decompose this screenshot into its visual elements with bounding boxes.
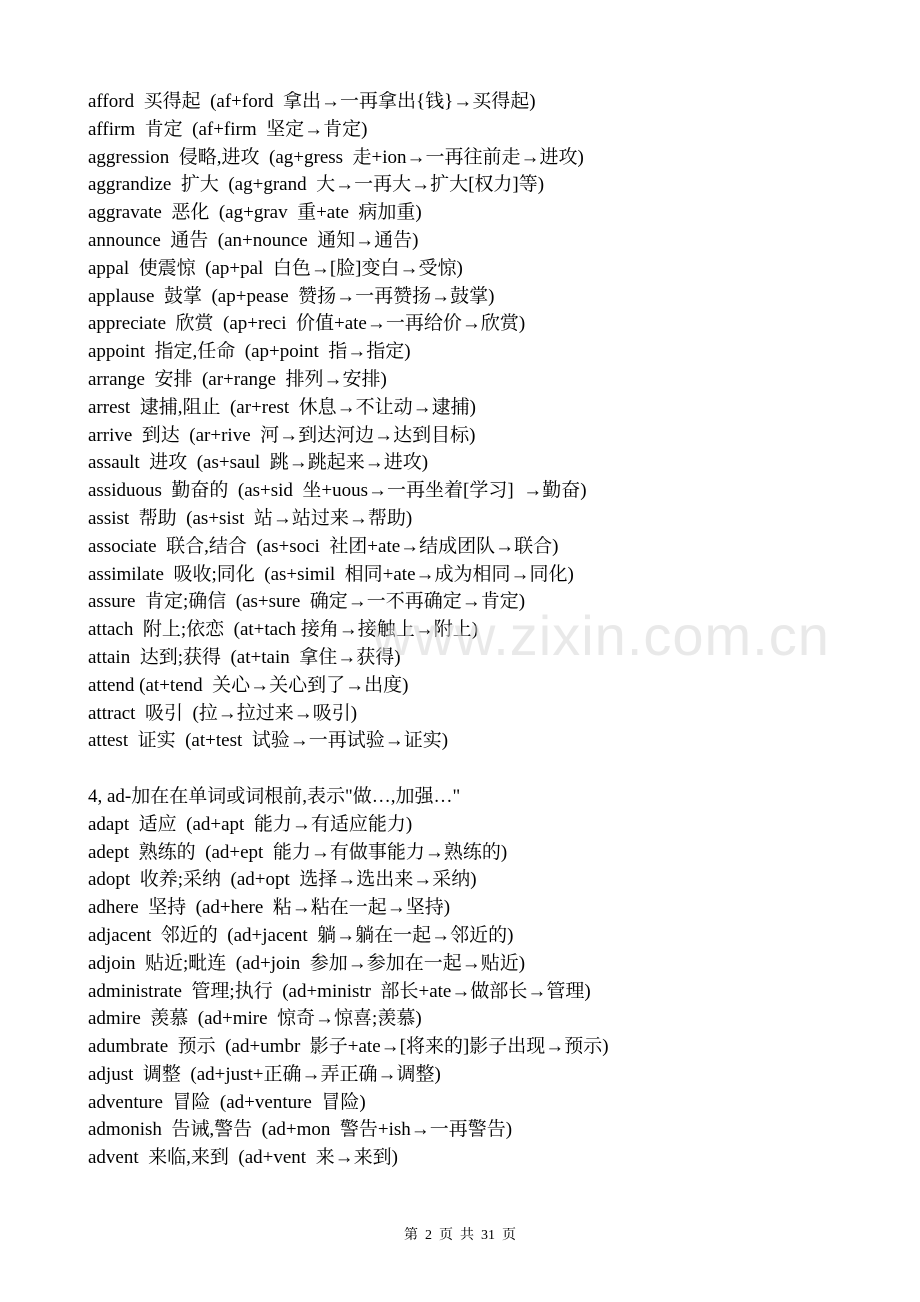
vocab-entry: arrive 到达 (ar+rive 河→到达河边→达到目标) bbox=[88, 424, 476, 446]
vocab-entry: attach 附上;依恋 (at+tach 接角→接触上→附上) bbox=[88, 619, 479, 641]
vocab-entry: adopt 收养;采纳 (ad+opt 选择→选出来→采纳) bbox=[88, 869, 477, 891]
vocab-entry: administrate 管理;执行 (ad+ministr 部长+ate→做部长→管理) bbox=[88, 980, 591, 1002]
vocab-entry: attract 吸引 (拉→拉过来→吸引) bbox=[88, 702, 358, 724]
paragraph-gap bbox=[88, 755, 888, 783]
vocab-entry: aggression 侵略,进攻 (ag+gress 走+ion→一再往前走→进攻) bbox=[88, 146, 584, 168]
vocab-entry: adept 熟练的 (ad+ept 能力→有做事能力→熟练的) bbox=[88, 841, 508, 863]
vocab-entry: associate 联合,结合 (as+soci 社团+ate→结成团队→联合) bbox=[88, 535, 559, 557]
vocab-entry: adapt 适应 (ad+apt 能力→有适应能力) bbox=[88, 813, 413, 835]
entry-list-ad bbox=[88, 811, 888, 1172]
section-heading: 4, ad-加在在单词或词根前,表示"做…,加强…" bbox=[88, 785, 461, 807]
vocab-entry: assure 肯定;确信 (as+sure 确定→一不再确定→肯定) bbox=[88, 591, 526, 613]
vocab-entry: advent 来临,来到 (ad+vent 来→来到) bbox=[88, 1147, 398, 1169]
vocab-entry: adjacent 邻近的 (ad+jacent 躺→躺在一起→邻近的) bbox=[88, 924, 514, 946]
watermark: www.zixin.com.cn bbox=[372, 604, 830, 667]
vocab-entry: applause 鼓掌 (ap+pease 赞扬→一再赞扬→鼓掌) bbox=[88, 285, 495, 307]
vocab-entry: assiduous 勤奋的 (as+sid 坐+uous→一再坐着[学习] →勤奋) bbox=[88, 480, 587, 502]
vocab-entry: adumbrate 预示 (ad+umbr 影子+ate→[将来的]影子出现→预示) bbox=[88, 1036, 609, 1058]
vocab-entry: attain 达到;获得 (at+tain 拿住→获得) bbox=[88, 646, 401, 668]
vocab-entry: arrange 安排 (ar+range 排列→安排) bbox=[88, 368, 387, 390]
vocab-entry: appal 使震惊 (ap+pal 白色→[脸]变白→受惊) bbox=[88, 257, 463, 279]
vocab-entry: attend (at+tend 关心→关心到了→出度) bbox=[88, 674, 409, 696]
vocab-entry: aggravate 恶化 (ag+grav 重+ate 病加重) bbox=[88, 202, 422, 224]
vocab-entry: adhere 坚持 (ad+here 粘→粘在一起→坚持) bbox=[88, 897, 451, 919]
vocab-entry: adjust 调整 (ad+just+正确→弄正确→调整) bbox=[88, 1063, 441, 1085]
vocab-entry: arrest 逮捕,阻止 (ar+rest 休息→不让动→逮捕) bbox=[88, 396, 477, 418]
vocab-entry: afford 买得起 (af+ford 拿出→一再拿出{钱}→买得起) bbox=[88, 91, 536, 112]
vocab-entry: announce 通告 (an+nounce 通知→通告) bbox=[88, 229, 419, 251]
vocab-entry: assault 进攻 (as+saul 跳→跳起来→进攻) bbox=[88, 452, 429, 474]
vocab-entry: appreciate 欣赏 (ap+reci 价值+ate→一再给价→欣赏) bbox=[88, 313, 526, 335]
vocab-entry: adventure 冒险 (ad+venture 冒险) bbox=[88, 1091, 366, 1113]
vocab-entry: aggrandize 扩大 (ag+grand 大→一再大→扩大[权力]等) bbox=[88, 174, 545, 196]
vocab-entry: appoint 指定,任命 (ap+point 指→指定) bbox=[88, 341, 411, 363]
vocab-entry: assimilate 吸收;同化 (as+simil 相同+ate→成为相同→同化) bbox=[88, 563, 574, 585]
vocab-entry: admonish 告诫,警告 (ad+mon 警告+ish→一再警告) bbox=[88, 1119, 513, 1141]
page-footer: 第 2 页 共 31 页 bbox=[404, 1228, 516, 1243]
vocab-entry: assist 帮助 (as+sist 站→站过来→帮助) bbox=[88, 507, 413, 529]
vocab-entry: attest 证实 (at+test 试验→一再试验→证实) bbox=[88, 730, 449, 752]
vocab-entry: admire 羡慕 (ad+mire 惊奇→惊喜;羡慕) bbox=[88, 1008, 422, 1030]
vocab-entry: adjoin 贴近;毗连 (ad+join 参加→参加在一起→贴近) bbox=[88, 952, 526, 974]
vocab-entry: affirm 肯定 (af+firm 坚定→肯定) bbox=[88, 118, 368, 140]
